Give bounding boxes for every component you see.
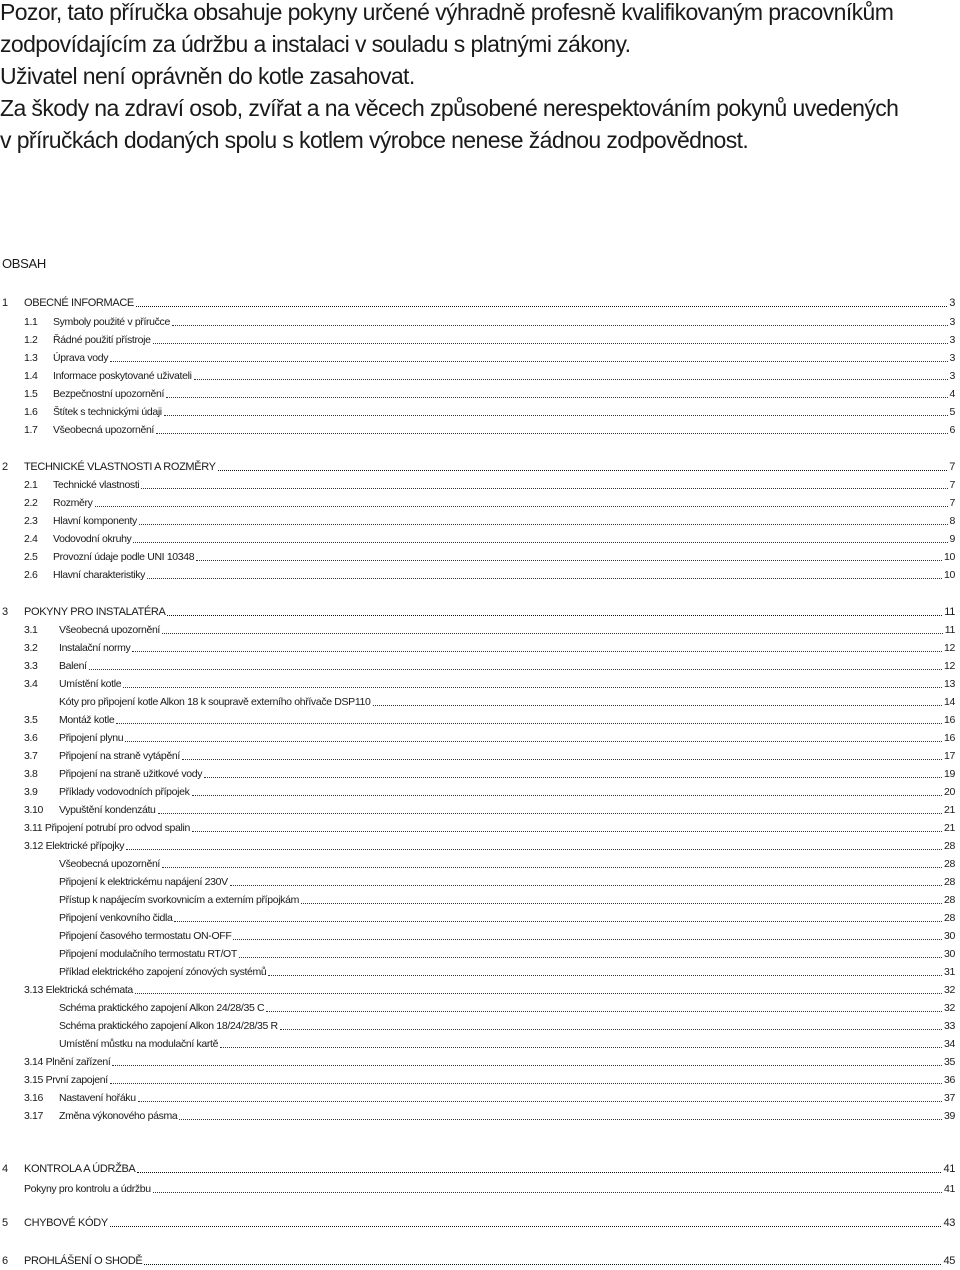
toc-number: 5 [2,1217,8,1229]
toc-page-number: 28 [944,894,955,906]
toc-entry-row[interactable] [0,476,960,494]
toc-heading: OBSAH [2,256,47,271]
toc-number: 3.17 [24,1110,44,1122]
toc-leader-dots [110,1083,942,1084]
toc-number: 4 [2,1163,8,1175]
toc-page-number: 32 [944,984,955,996]
toc-entry-row[interactable] [0,385,960,403]
toc-number: 3.8 [24,768,38,780]
toc-title: Montáž kotle [59,714,115,726]
toc-leader-dots [147,578,942,579]
toc-page-number: 11 [944,624,955,636]
toc-entry-row[interactable] [0,512,960,530]
toc-title: PROHLÁŠENÍ O SHODĚ [24,1255,143,1267]
toc-number: 3.7 [24,750,38,762]
toc-entry-row[interactable] [0,891,960,909]
toc-page-number: 6 [949,424,955,436]
toc-title: OBECNÉ INFORMACE [24,297,134,309]
toc-page-number: 8 [949,515,955,527]
toc-title: Změna výkonového pásma [59,1110,178,1122]
toc-title: Pokyny pro kontrolu a údržbu [24,1183,151,1195]
toc-leader-dots [162,633,943,634]
toc-number: 1.3 [24,352,38,364]
toc-leader-dots [158,813,942,814]
toc-page-number: 3 [949,334,955,346]
toc-page-number: 39 [944,1110,955,1122]
toc-leader-dots [156,433,948,434]
toc-number: 1.1 [24,316,38,328]
toc-title: Hlavní komponenty [53,515,137,527]
toc-page-number: 3 [949,316,955,328]
toc-title: Připojení k elektrickému napájení 230V [59,876,228,888]
toc-chapter-row[interactable] [0,603,960,621]
toc-title: Balení [59,660,87,672]
toc-leader-dots [268,975,942,976]
toc-entry-row[interactable] [0,1089,960,1107]
toc-entry-row[interactable] [0,819,960,837]
toc-leader-dots [135,993,942,994]
toc-leader-dots [123,687,942,688]
toc-page-number: 12 [944,660,955,672]
toc-leader-dots [196,560,942,561]
toc-title: POKYNY PRO INSTALATÉRA [24,606,166,618]
toc-leader-dots [132,651,942,652]
toc-entry-row[interactable] [0,873,960,891]
toc-title: CHYBOVÉ KÓDY [24,1217,108,1229]
toc-leader-dots [136,306,947,307]
toc-entry-row[interactable] [0,963,960,981]
toc-title: Instalační normy [59,642,131,654]
toc-leader-dots [144,1264,941,1265]
toc-entry-row[interactable] [0,621,960,639]
toc-leader-dots [153,1192,942,1193]
toc-title: Bezpečnostní upozornění [53,388,165,400]
toc-entry-row[interactable] [0,711,960,729]
toc-title: Technické vlastnosti [53,479,140,491]
toc-number: 1.5 [24,388,38,400]
toc-page-number: 10 [944,551,955,563]
toc-page-number: 36 [944,1074,955,1086]
toc-entry-row[interactable] [0,855,960,873]
toc-page-number: 28 [944,840,955,852]
toc-leader-dots [95,506,948,507]
toc-page-number: 45 [943,1255,955,1267]
toc-title: Symboly použité v příručce [53,316,170,328]
toc-page-number: 28 [944,876,955,888]
toc-number: 3 [2,606,8,618]
toc-entry-row[interactable] [0,765,960,783]
toc-title: Rozměry [53,497,93,509]
toc-page-number: 7 [949,497,955,509]
toc-title: Řádné použití přístroje [53,334,151,346]
toc-leader-dots [233,939,942,940]
toc-page-number: 43 [943,1217,955,1229]
toc-leader-dots [133,542,947,543]
toc-entry-row[interactable] [0,1071,960,1089]
toc-entry-row[interactable] [0,530,960,548]
toc-leader-dots [179,1119,942,1120]
toc-entry-row[interactable] [0,349,960,367]
toc-chapter-row[interactable] [0,1252,960,1270]
toc-entry-row[interactable] [0,313,960,331]
toc-title: Úprava vody [53,352,109,364]
toc-title: Všeobecná upozornění [59,858,160,870]
toc-chapter-row[interactable] [0,458,960,476]
toc-title: 3.11 Připojení potrubí pro odvod spalin [24,822,190,834]
toc-leader-dots [89,669,942,670]
toc-page-number: 28 [944,912,955,924]
toc-number: 3.2 [24,642,38,654]
toc-page-number: 5 [949,406,955,418]
toc-page-number: 30 [944,948,955,960]
toc-leader-dots [220,1047,942,1048]
toc-title: 3.14 Plnění zařízení [24,1056,111,1068]
toc-page-number: 9 [949,533,955,545]
toc-leader-dots [218,470,948,471]
toc-number: 3.10 [24,804,44,816]
toc-number: 6 [2,1255,8,1267]
toc-page-number: 10 [944,569,955,581]
toc-entry-row[interactable] [0,657,960,675]
intro-line: v příručkách dodaných spolu s kotlem výrobce nenese žádnou zodpovědnost. [0,127,749,153]
toc-leader-dots [116,723,942,724]
toc-number: 1.4 [24,370,38,382]
toc-page-number: 7 [949,479,955,491]
toc-number: 2 [2,461,8,473]
toc-leader-dots [126,849,942,850]
toc-entry-row[interactable] [0,331,960,349]
toc-entry-row[interactable] [0,403,960,421]
toc-title: Informace poskytované uživateli [53,370,192,382]
toc-title: Přístup k napájecím svorkovnicím a externím přípojkám [59,894,299,906]
toc-page-number: 32 [944,1002,955,1014]
toc-leader-dots [230,885,942,886]
toc-number: 2.6 [24,569,38,581]
toc-leader-dots [167,615,942,616]
toc-page-number: 16 [944,732,955,744]
toc-page-number: 14 [944,696,955,708]
toc-leader-dots [182,759,942,760]
toc-number: 3.6 [24,732,38,744]
toc-page-number: 28 [944,858,955,870]
toc-title: 3.15 První zapojení [24,1074,108,1086]
toc-number: 2.5 [24,551,38,563]
toc-page-number: 35 [944,1056,955,1068]
toc-entry-row[interactable] [0,421,960,439]
toc-title: Připojení venkovního čidla [59,912,173,924]
toc-number: 1 [2,297,8,309]
toc-title: Připojení modulačního termostatu RT/OT [59,948,237,960]
toc-entry-row[interactable] [0,747,960,765]
toc-leader-dots [153,343,948,344]
toc-page-number: 16 [944,714,955,726]
toc-title: Provozní údaje podle UNI 10348 [53,551,195,563]
toc-entry-row[interactable] [0,837,960,855]
toc-page-number: 11 [944,606,955,618]
toc-number: 1.6 [24,406,38,418]
toc-number: 3.4 [24,678,38,690]
toc-title: 3.13 Elektrická schémata [24,984,133,996]
intro-line: Za škody na zdraví osob, zvířat a na věcech způsobené nerespektováním pokynů uvedených [0,95,899,121]
toc-number: 3.16 [24,1092,44,1104]
toc-page-number: 21 [944,804,955,816]
toc-leader-dots [373,705,943,706]
toc-number: 1.7 [24,424,38,436]
toc-entry-row[interactable] [0,981,960,999]
toc-page-number: 3 [949,297,955,309]
toc-leader-dots [166,397,947,398]
toc-leader-dots [239,957,942,958]
toc-entry-row[interactable] [0,566,960,584]
intro-line: zodpovídajícím za údržbu a instalaci v souladu s platnými zákony. [0,31,631,57]
toc-number: 2.4 [24,533,38,545]
toc-entry-row[interactable] [0,729,960,747]
toc-entry-row[interactable] [0,1017,960,1035]
toc-page-number: 41 [943,1163,955,1175]
toc-page-number: 13 [944,678,955,690]
toc-page-number: 4 [949,388,955,400]
toc-leader-dots [110,361,947,362]
toc-title: Připojení plynu [59,732,124,744]
toc-title: Připojení časového termostatu ON-OFF [59,930,232,942]
toc-title: Štítek s technickými údaji [53,406,162,418]
toc-leader-dots [137,1172,941,1173]
toc-chapter-row[interactable] [0,1160,960,1178]
toc-title: Vypuštění kondenzátu [59,804,156,816]
toc-leader-dots [139,524,948,525]
toc-page-number: 20 [944,786,955,798]
toc-page-number: 30 [944,930,955,942]
toc-page-number: 21 [944,822,955,834]
toc-title: Schéma praktického zapojení Alkon 18/24/28/35 R [59,1020,278,1032]
toc-leader-dots [194,379,948,380]
toc-leader-dots [204,777,942,778]
toc-title: Připojení na straně vytápění [59,750,180,762]
toc-entry-row[interactable] [0,1035,960,1053]
toc-number: 3.3 [24,660,38,672]
toc-entry-row[interactable] [0,783,960,801]
toc-entry-row[interactable] [0,909,960,927]
toc-number: 2.1 [24,479,38,491]
toc-page-number: 19 [944,768,955,780]
toc-number: 2.2 [24,497,38,509]
toc-leader-dots [280,1029,942,1030]
toc-entry-row[interactable] [0,801,960,819]
toc-entry-row[interactable] [0,1180,960,1198]
toc-leader-dots [138,1101,942,1102]
intro-line: Pozor, tato příručka obsahuje pokyny určené výhradně profesně kvalifikovaným pracovníkům [0,0,894,25]
toc-leader-dots [125,741,942,742]
toc-page-number: 33 [944,1020,955,1032]
toc-title: Hlavní charakteristiky [53,569,146,581]
toc-leader-dots [301,903,942,904]
toc-title: Všeobecná upozornění [59,624,160,636]
toc-page-number: 31 [944,966,955,978]
toc-entry-row[interactable] [0,367,960,385]
toc-title: KONTROLA A ÚDRŽBA [24,1163,136,1175]
intro-line: Uživatel není oprávněn do kotle zasahovat. [0,63,415,89]
toc-chapter-row[interactable] [0,1214,960,1232]
toc-leader-dots [141,488,947,489]
toc-page-number: 7 [949,461,955,473]
toc-leader-dots [192,795,943,796]
toc-title: Umístění můstku na modulační kartě [59,1038,219,1050]
toc-chapter-row[interactable] [0,294,960,312]
toc-number: 3.9 [24,786,38,798]
toc-page-number: 12 [944,642,955,654]
toc-leader-dots [174,921,942,922]
toc-title: Připojení na straně užitkové vody [59,768,203,780]
toc-title: Schéma praktického zapojení Alkon 24/28/35 C [59,1002,265,1014]
toc-leader-dots [266,1011,942,1012]
toc-title: Kóty pro připojení kotle Alkon 18 k soupravě externího ohřívače DSP110 [59,696,371,708]
toc-entry-row[interactable] [0,927,960,945]
toc-title: Vodovodní okruhy [53,533,132,545]
toc-entry-row[interactable] [0,1107,960,1125]
toc-page-number: 3 [949,352,955,364]
toc-number: 3.5 [24,714,38,726]
toc-leader-dots [172,325,948,326]
toc-number: 2.3 [24,515,38,527]
toc-page-number: 34 [944,1038,955,1050]
toc-entry-row[interactable] [0,494,960,512]
toc-page-number: 17 [944,750,955,762]
toc-page-number: 3 [949,370,955,382]
toc-title: TECHNICKÉ VLASTNOSTI A ROZMĚRY [24,461,216,473]
toc-entry-row[interactable] [0,999,960,1017]
toc-entry-row[interactable] [0,675,960,693]
toc-number: 1.2 [24,334,38,346]
toc-number: 3.1 [24,624,38,636]
toc-title: Umístění kotle [59,678,122,690]
toc-entry-row[interactable] [0,548,960,566]
toc-leader-dots [162,867,942,868]
toc-title: 3.12 Elektrické přípojky [24,840,125,852]
toc-entry-row[interactable] [0,1053,960,1071]
toc-leader-dots [192,831,942,832]
toc-entry-row[interactable] [0,693,960,711]
toc-page-number: 41 [944,1183,955,1195]
toc-title: Příklady vodovodních přípojek [59,786,190,798]
toc-leader-dots [164,415,948,416]
toc-entry-row[interactable] [0,945,960,963]
toc-page-number: 37 [944,1092,955,1104]
toc-title: Nastavení hořáku [59,1092,136,1104]
toc-leader-dots [110,1226,942,1227]
toc-entry-row[interactable] [0,639,960,657]
toc-leader-dots [112,1065,942,1066]
toc-title: Všeobecná upozornění [53,424,154,436]
toc-title: Příklad elektrického zapojení zónových systémů [59,966,267,978]
